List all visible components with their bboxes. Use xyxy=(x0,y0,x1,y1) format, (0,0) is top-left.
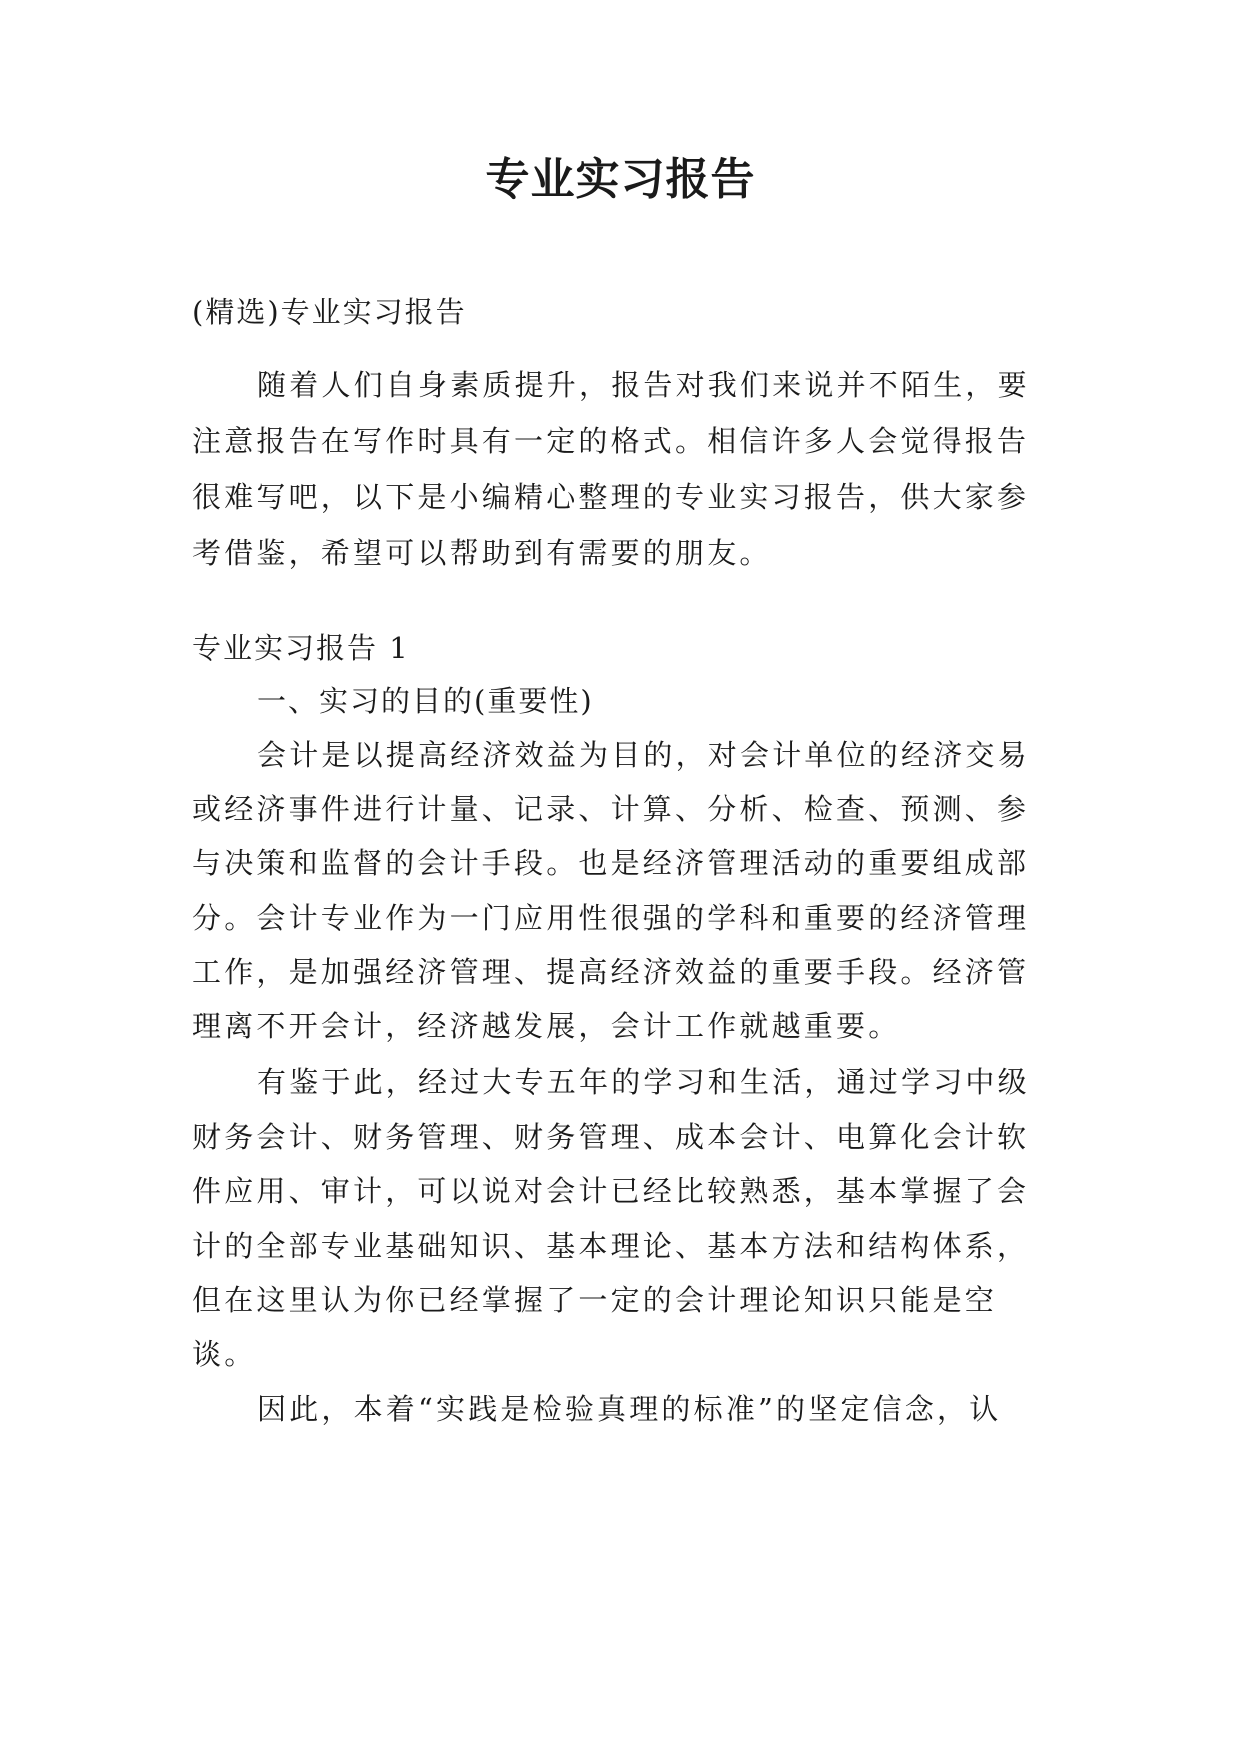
intro-line: 随着人们自身素质提升，报告对我们来说并不陌生，要 xyxy=(257,368,1030,402)
paragraph-line: 财务会计、财务管理、财务管理、成本会计、电算化会计软 xyxy=(192,1120,1030,1154)
intro-line: 很难写吧，以下是小编精心整理的专业实习报告，供大家参 xyxy=(192,480,1030,514)
paragraph-line: 会计是以提高经济效益为目的，对会计单位的经济交易 xyxy=(257,738,1030,772)
paragraph-line: 或经济事件进行计量、记录、计算、分析、检查、预测、参 xyxy=(192,792,1030,826)
paragraph-line: 因此，本着“实践是检验真理的标准”的坚定信念，认 xyxy=(257,1392,1002,1426)
section-heading: 一、实习的目的(重要性) xyxy=(257,684,594,718)
section-title: 专业实习报告 1 xyxy=(192,631,410,665)
intro-line: 考借鉴，希望可以帮助到有需要的朋友。 xyxy=(192,536,772,570)
intro-line: 注意报告在写作时具有一定的格式。相信许多人会觉得报告 xyxy=(192,424,1030,458)
paragraph-line: 件应用、审计，可以说对会计已经比较熟悉，基本掌握了会 xyxy=(192,1174,1030,1208)
paragraph-line: 理离不开会计，经济越发展，会计工作就越重要。 xyxy=(192,1009,901,1043)
document-subtitle: (精选)专业实习报告 xyxy=(192,295,467,329)
document-title: 专业实习报告 xyxy=(485,154,756,205)
paragraph-line: 计的全部专业基础知识、基本理论、基本方法和结构体系， xyxy=(192,1229,1030,1263)
paragraph-line: 但在这里认为你已经掌握了一定的会计理论知识只能是空 xyxy=(192,1283,998,1317)
paragraph-line: 谈。 xyxy=(192,1337,257,1371)
paragraph-line: 有鉴于此，经过大专五年的学习和生活，通过学习中级 xyxy=(257,1065,1030,1099)
paragraph-line: 与决策和监督的会计手段。也是经济管理活动的重要组成部 xyxy=(192,846,1030,880)
paragraph-line: 工作，是加强经济管理、提高经济效益的重要手段。经济管 xyxy=(192,955,1030,989)
paragraph-line: 分。会计专业作为一门应用性很强的学科和重要的经济管理 xyxy=(192,901,1030,935)
